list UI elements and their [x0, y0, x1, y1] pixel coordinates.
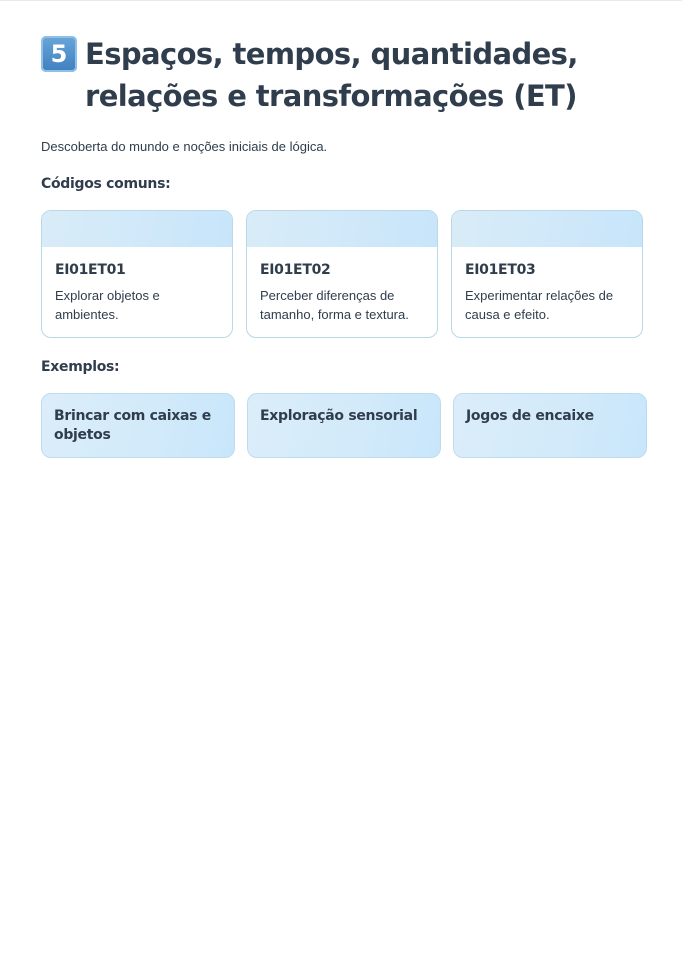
examples-heading: Exemplos:: [41, 359, 120, 375]
card-code: EI01ET01: [55, 262, 126, 278]
card-code: EI01ET03: [465, 262, 536, 278]
card-header-band: [247, 211, 437, 247]
card-description: Experimentar relações de causa e efeito.: [465, 288, 614, 322]
section-description: Descoberta do mundo e noções iniciais de lógica.: [41, 139, 328, 154]
page-title: Espaços, tempos, quantidades, relações e transformações (ET): [85, 37, 578, 113]
card-description: Explorar objetos e ambientes.: [55, 288, 160, 322]
example-chip: Exploração sensorial: [247, 393, 441, 458]
examples-list: [41, 393, 647, 458]
section-page: [41, 33, 647, 458]
code-card: [41, 210, 233, 338]
card-header-band: [452, 211, 642, 247]
keycap-5-icon: 5: [41, 36, 77, 72]
card-header-band: [42, 211, 232, 247]
example-chip: Jogos de encaixe: [453, 393, 647, 458]
card-description: Perceber diferenças de tamanho, forma e textura.: [260, 288, 409, 322]
top-divider: [0, 0, 682, 1]
card-code: EI01ET02: [260, 262, 331, 278]
section-header: [41, 33, 647, 117]
codes-heading: Códigos comuns:: [41, 176, 171, 192]
code-card: [246, 210, 438, 338]
example-chip: Brincar com caixas e objetos: [41, 393, 235, 458]
code-card: [451, 210, 643, 338]
codes-card-list: [41, 210, 647, 338]
